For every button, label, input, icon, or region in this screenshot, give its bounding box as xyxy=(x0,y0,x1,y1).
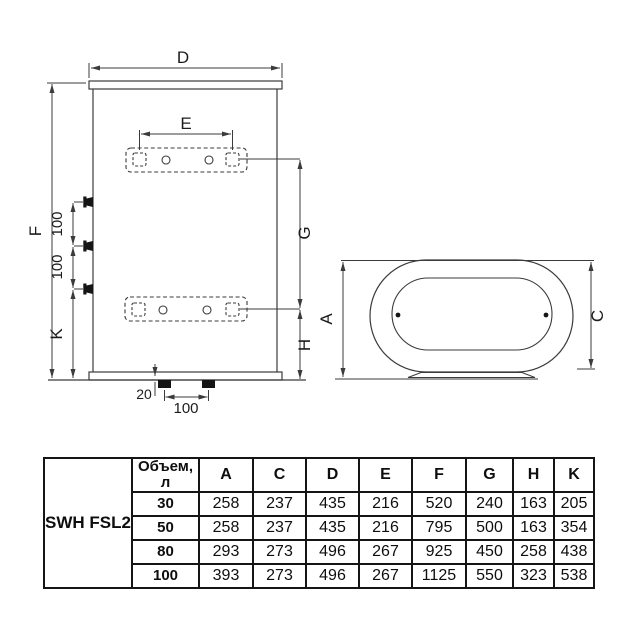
value-cell: 1125 xyxy=(412,564,466,588)
dim-e-label: E xyxy=(180,114,192,133)
column-header: C xyxy=(253,458,306,492)
bracket-hole xyxy=(159,306,167,314)
dim-f-label: F xyxy=(26,225,45,237)
bracket-hole xyxy=(203,306,211,314)
side-ports xyxy=(83,197,93,295)
tank-outline-outer xyxy=(370,260,573,372)
value-cell: 438 xyxy=(554,540,594,564)
column-header: A xyxy=(199,458,253,492)
bracket-slot-left xyxy=(133,153,146,166)
dim-g-label: G xyxy=(295,226,314,240)
volume-cell: 100 xyxy=(132,564,199,588)
value-cell: 267 xyxy=(359,540,412,564)
bracket-slot-right xyxy=(226,303,239,316)
column-header: K xyxy=(554,458,594,492)
bottom-port xyxy=(158,380,171,388)
volume-cell: 80 xyxy=(132,540,199,564)
value-cell: 237 xyxy=(253,492,306,516)
value-cell: 496 xyxy=(306,564,359,588)
top-view xyxy=(335,260,595,379)
bottom-port xyxy=(202,380,215,388)
dim-c-label: C xyxy=(588,309,607,323)
value-cell: 500 xyxy=(466,516,513,540)
column-header: E xyxy=(359,458,412,492)
bottom-gap-label: 100 xyxy=(173,400,199,417)
front-view xyxy=(47,63,306,401)
table-header-row xyxy=(44,458,594,492)
value-cell: 258 xyxy=(199,492,253,516)
tank-top-cap xyxy=(89,81,282,89)
value-cell: 450 xyxy=(466,540,513,564)
value-cell: 205 xyxy=(554,492,594,516)
dim-k-label: K xyxy=(47,328,66,340)
value-cell: 237 xyxy=(253,516,306,540)
value-cell: 496 xyxy=(306,540,359,564)
column-header: F xyxy=(412,458,466,492)
side-gap-bottom-label: 100 xyxy=(49,254,66,280)
value-cell: 216 xyxy=(359,516,412,540)
side-gap-top-label: 100 xyxy=(49,211,66,237)
value-cell: 435 xyxy=(306,516,359,540)
bottom-offset-label: 20 xyxy=(136,386,152,402)
lower-mounting-bracket xyxy=(125,297,247,321)
value-cell: 273 xyxy=(253,540,306,564)
side-port xyxy=(83,241,93,252)
volume-header-line1: Объем, xyxy=(137,458,194,475)
value-cell: 216 xyxy=(359,492,412,516)
dim-a-label: A xyxy=(317,313,336,325)
volume-header-line2: л xyxy=(160,473,171,491)
value-cell: 538 xyxy=(554,564,594,588)
stand-foot xyxy=(408,373,535,378)
volume-header-cell xyxy=(132,458,199,492)
bracket-slot-right xyxy=(226,153,239,166)
value-cell: 293 xyxy=(199,540,253,564)
tank-outline-inner xyxy=(392,278,552,350)
column-header: D xyxy=(306,458,359,492)
value-cell: 435 xyxy=(306,492,359,516)
value-cell: 258 xyxy=(199,516,253,540)
dim-h-label: H xyxy=(295,338,314,352)
value-cell: 393 xyxy=(199,564,253,588)
side-port xyxy=(83,284,93,295)
value-cell: 520 xyxy=(412,492,466,516)
bracket-slot-left xyxy=(132,303,145,316)
dim-d-label: D xyxy=(176,48,190,67)
value-cell: 240 xyxy=(466,492,513,516)
volume-cell: 50 xyxy=(132,516,199,540)
value-cell: 550 xyxy=(466,564,513,588)
bracket-hole xyxy=(205,156,213,164)
side-port xyxy=(83,197,93,208)
value-cell: 795 xyxy=(412,516,466,540)
value-cell: 163 xyxy=(513,492,554,516)
volume-cell: 30 xyxy=(132,492,199,516)
tank-bottom-cap xyxy=(89,372,282,380)
bracket-hole xyxy=(162,156,170,164)
column-header: G xyxy=(466,458,513,492)
value-cell: 267 xyxy=(359,564,412,588)
value-cell: 354 xyxy=(554,516,594,540)
column-header: H xyxy=(513,458,554,492)
anchor-point xyxy=(544,313,549,318)
spec-table xyxy=(43,457,595,589)
upper-mounting-bracket xyxy=(126,148,247,172)
value-cell: 163 xyxy=(513,516,554,540)
value-cell: 273 xyxy=(253,564,306,588)
value-cell: 925 xyxy=(412,540,466,564)
value-cell: 323 xyxy=(513,564,554,588)
anchor-point xyxy=(396,313,401,318)
value-cell: 258 xyxy=(513,540,554,564)
product-name-cell: SWH FSL2 xyxy=(44,458,132,588)
